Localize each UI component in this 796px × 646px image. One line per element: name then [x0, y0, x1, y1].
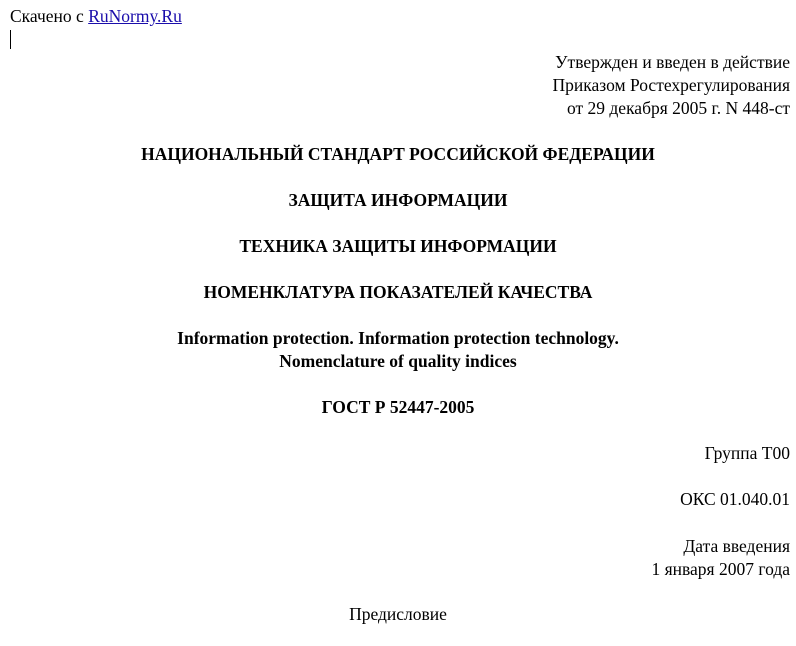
- download-prefix: Скачено с: [10, 6, 84, 26]
- topic-title-2: ТЕХНИКА ЗАЩИТЫ ИНФОРМАЦИИ: [239, 236, 557, 256]
- group-label: Группа Т00: [704, 443, 790, 463]
- oks-code: ОКС 01.040.01: [680, 489, 790, 509]
- intro-date-label: Дата введения: [683, 536, 790, 556]
- standard-title: НАЦИОНАЛЬНЫЙ СТАНДАРТ РОССИЙСКОЙ ФЕДЕРАЦИИ: [141, 144, 655, 164]
- standard-code: ГОСТ Р 52447-2005: [321, 397, 475, 417]
- english-title-line-1: Information protection. Information protection technology.: [177, 328, 619, 348]
- english-title-line-2: Nomenclature of quality indices: [279, 351, 517, 371]
- foreword-heading: Предисловие: [349, 604, 447, 624]
- source-link[interactable]: RuNormy.Ru: [88, 6, 182, 26]
- topic-title-1: ЗАЩИТА ИНФОРМАЦИИ: [288, 190, 508, 210]
- intro-date-value: 1 января 2007 года: [651, 559, 790, 579]
- download-source-line: [10, 6, 182, 27]
- approval-line-1: Утвержден и введен в действие: [555, 52, 790, 72]
- approval-line-2: Приказом Ростехрегулирования: [552, 75, 790, 95]
- text-cursor: [10, 30, 11, 49]
- approval-line-3: от 29 декабря 2005 г. N 448-ст: [566, 98, 790, 118]
- topic-title-3: НОМЕНКЛАТУРА ПОКАЗАТЕЛЕЙ КАЧЕСТВА: [203, 282, 593, 302]
